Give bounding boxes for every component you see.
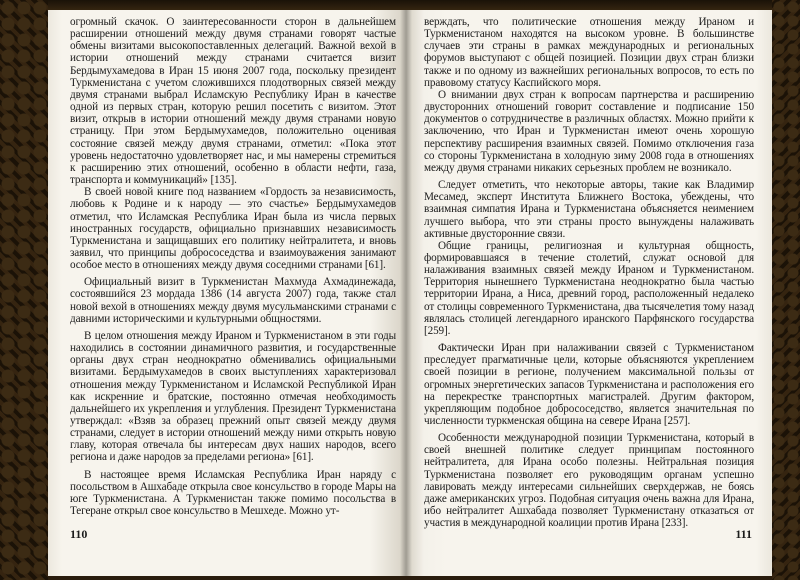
paragraph: Следует отметить, что некоторые авторы, такие как Владимир Месамед, эксперт Института Ближнего Востока, убеждены, что взаимная симпатия Ирана и Туркменистана объясняется неимением лучшего выбора, что эти страны просто вынуждены налаживать активные двусторонние связи. — [424, 179, 754, 240]
paragraph: Официальный визит в Туркменистан Махмуда Ахмадинежада, состоявшийся 23 мордада 1386 (14 августа 2007) года, также стал новой вехой в отношениях между двумя мусульманскими странами с давними историческими и культурными общностями. — [70, 276, 396, 325]
paragraph: верждать, что политические отношения между Ираном и Туркменистаном находятся на высоком уровне. В большинстве случаев эти страны в рамках международных и региональных форумов выступают с общей позицией. Позиции двух стран близки также и по одному из важнейших региональных вопросов, то есть по правовому статусу Каспийского моря. — [424, 16, 754, 89]
paragraph: В целом отношения между Ираном и Туркменистаном в эти годы находились в состоянии динамичного развития, и государственные органы двух стран неоднократно обменивались официальными визитами. Бердымухамедов в своих выступлениях характеризовал отношения между Туркменистаном и Исламской Республикой Иран как искренние и братские, постоянно отмечая необходимость дальнейшего их укрепления и углубления. Президент Туркменистана утверждал: «Взяв за образец прежний опыт связей между двумя странами, следует в истории отношений между ними открыть новую главу, которая отвечала бы интересам двух наших народов, всего региона и даже народов за пределами региона» [61]. — [70, 329, 396, 464]
page-number: 110 — [70, 527, 88, 541]
paragraph: В своей новой книге под названием «Гордость за независимость, любовь к Родине и к народу — это счастье» Бердымухамедов отметил, что Исламская Республика Иран была из числа первых иностранных государств, официально признавших независимость Туркменистана и защищавших его политику нейтралитета, и вновь заявил, что принципы добрососедства и взаимоуважения занимают особое место в отношениях между двумя соседними странами [61]. — [70, 186, 396, 272]
paragraph: О внимании двух стран к вопросам партнерства и расширению двусторонних отношений говорит составление и подписание 150 документов о сотрудничестве в различных областях. Можно прийти к заключению, что Иран и Туркменистан имеют очень хорошую перспективу расширения взаимных связей. Помимо отключения газа со стороны Туркменистана в холодную зиму 2008 года в отношениях между двумя странами никаких серьезных проблем не возникало. — [424, 88, 754, 174]
cover-ornament-left — [0, 0, 48, 580]
page-number: 111 — [735, 527, 752, 541]
paragraph: Общие границы, религиозная и культурная общность, формировавшаяся в течение столетий, служат основой для налаживания взаимных связей между Ираном и Туркменистаном. Территория нынешнего Туркменистана неоднократно была частью территории Ирана, а Ниса, древний город, расположенный недалеко от столицы современного Туркменистана, два тысячелетия тому назад являлась столицей легендарного иранского Парфянского государства [259]. — [424, 239, 754, 337]
left-page — [48, 10, 406, 576]
paragraph: огромный скачок. О заинтересованности сторон в дальнейшем расширении отношений между двумя странами говорят частые обмены визитами высокопоставленных делегаций. Важной вехой в истории отношений между странами считается визит Бердымухамедова в Иран 15 июня 2007 года, поскольку президент Туркменистана с учетом сложившихся плодотворных связей между двумя странами выбрал Исламскую Республику Иран в качестве одной из первых стран, которую решил посетить с визитом. Этот визит, открыв в истории отношений между двумя странами новую страницу. При этом Бердымухамедов, положительно оценивая состояние связей между двумя странами, отметил: «Пока этот уровень недостаточно удовлетворяет нас, и мы намерены стремиться к расширению этих отношений, особенно в области нефти, газа, транспорта и коммуникаций» [135]. — [70, 16, 396, 187]
paragraph: Особенности международной позиции Туркменистана, который в своей внешней политике следует принципам постоянного нейтралитета, для Ирана особо полезны. Нейтральная позиция Туркменистана позволяет его руководящим органам успешно лавировать между интересами сильнейших сверхдержав, не боясь даже американских угроз. Подобная ситуация очень важна для Ирана, ибо нейтралитет Ашхабада позволяет Туркменистану отказаться от участия в международной коалиции против Ирана [233]. — [424, 432, 754, 530]
right-page — [406, 10, 772, 576]
cover-ornament-right — [772, 0, 800, 580]
paragraph: В настоящее время Исламская Республика Иран наряду с посольством в Ашхабаде открыла свое консульство в городе Мары на юге Туркменистана. А Туркменистан также помимо посольства в Тегеране открыл свое консульство в Мешхеде. Можно ут- — [70, 468, 396, 518]
book-gutter — [400, 10, 412, 576]
paragraph: Фактически Иран при налаживании связей с Туркменистаном преследует прагматичные цели, которые объясняются укреплением своей позиции в регионе, получением максимальной пользы от огромных энергетических запасов Туркменистана и расположения его на перекрестке транспортных магистралей. Другим фактором, укрепляющим подобное добрососедство, является значительная по численности туркменская община на севере Ирана [257]. — [424, 342, 754, 427]
